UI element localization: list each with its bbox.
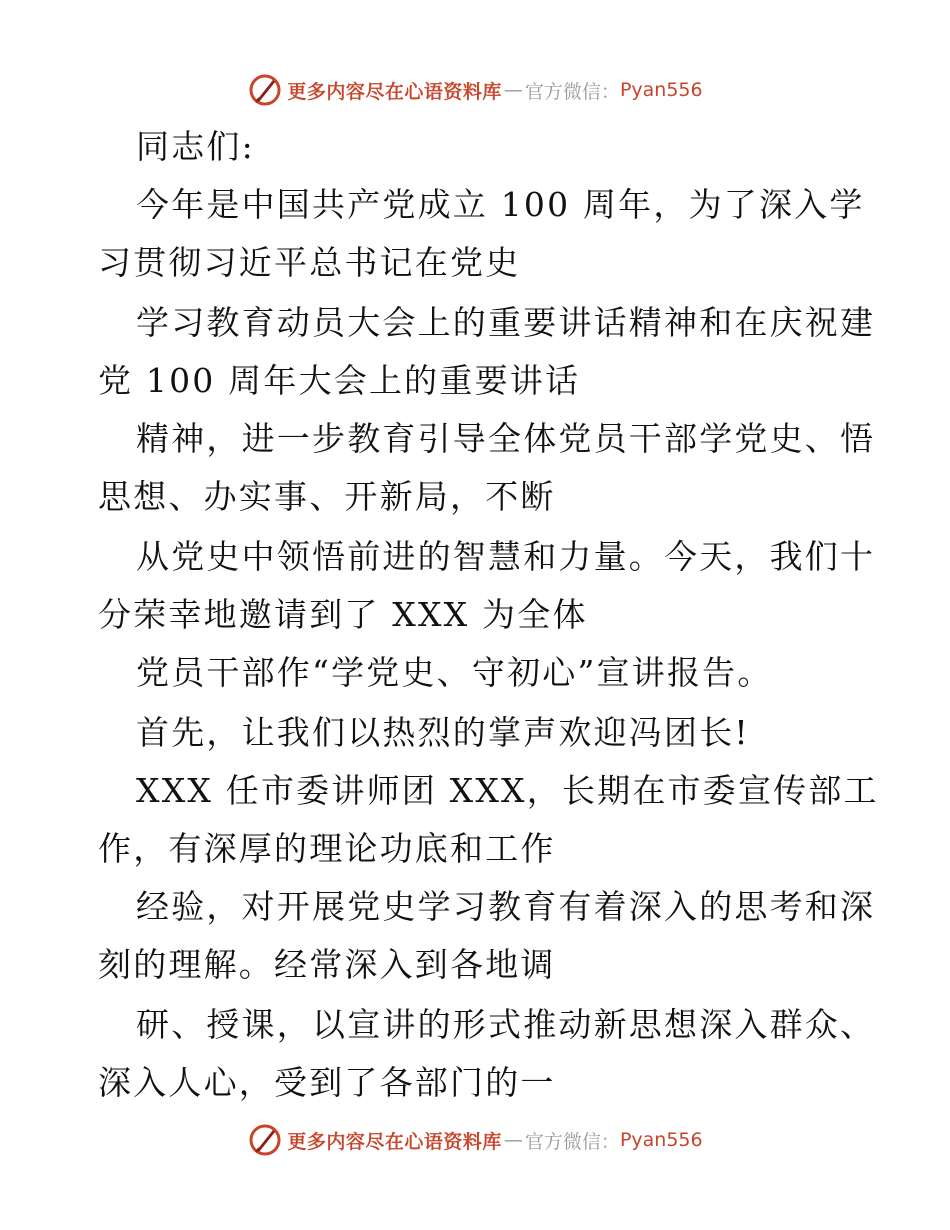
text-line: 学习教育动员大会上的重要讲话精神和在庆祝建 bbox=[136, 303, 876, 342]
text-line: 刻的理解。经常深入到各地调 bbox=[98, 945, 556, 984]
text-line: 深入人心，受到了各部门的一 bbox=[98, 1063, 556, 1102]
banner-separator: — bbox=[503, 1129, 523, 1151]
salutation-line: 同志们: bbox=[136, 127, 255, 166]
banner-main-text: 更多内容尽在心语资料库 bbox=[287, 80, 502, 103]
banner-wechat-id: Pyan556 bbox=[619, 1129, 703, 1151]
text-line: 习贯彻习近平总书记在党史 bbox=[98, 243, 521, 282]
text-line: 思想、办实事、开新局，不断 bbox=[98, 477, 556, 516]
banner-sub-text: 官方微信： bbox=[524, 1130, 620, 1153]
banner-sub-text: 官方微信： bbox=[524, 80, 620, 103]
text-line: 研、授课，以宣讲的形式推动新思想深入群众、 bbox=[136, 1005, 876, 1044]
banner-wechat-id: Pyan556 bbox=[619, 79, 703, 101]
header-banner bbox=[0, 70, 950, 110]
text-line: 经验，对开展党史学习教育有着深入的思考和深 bbox=[136, 887, 876, 926]
text-line: 分荣幸地邀请到了 XXX 为全体 bbox=[98, 595, 588, 634]
text-line: 精神，进一步教育引导全体党员干部学党史、悟 bbox=[136, 419, 876, 458]
text-line: 从党史中领悟前进的智慧和力量。今天，我们十 bbox=[136, 537, 876, 576]
banner-main-text: 更多内容尽在心语资料库 bbox=[287, 1130, 502, 1153]
footer-banner bbox=[0, 1120, 950, 1160]
text-line: 今年是中国共产党成立 100 周年，为了深入学 bbox=[136, 185, 865, 224]
text-line: 首先，让我们以热烈的掌声欢迎冯团长! bbox=[136, 713, 750, 752]
quill-pen-icon bbox=[247, 72, 283, 108]
text-line: 党员干部作“学党史、守初心”宣讲报告。 bbox=[136, 653, 773, 692]
banner-separator: — bbox=[503, 79, 523, 101]
text-line: 作，有深厚的理论功底和工作 bbox=[98, 829, 556, 868]
text-line: 党 100 周年大会上的重要讲话 bbox=[98, 361, 581, 400]
text-line: XXX 任市委讲师团 XXX，长期在市委宣传部工 bbox=[136, 771, 879, 810]
quill-pen-icon bbox=[247, 1122, 283, 1158]
